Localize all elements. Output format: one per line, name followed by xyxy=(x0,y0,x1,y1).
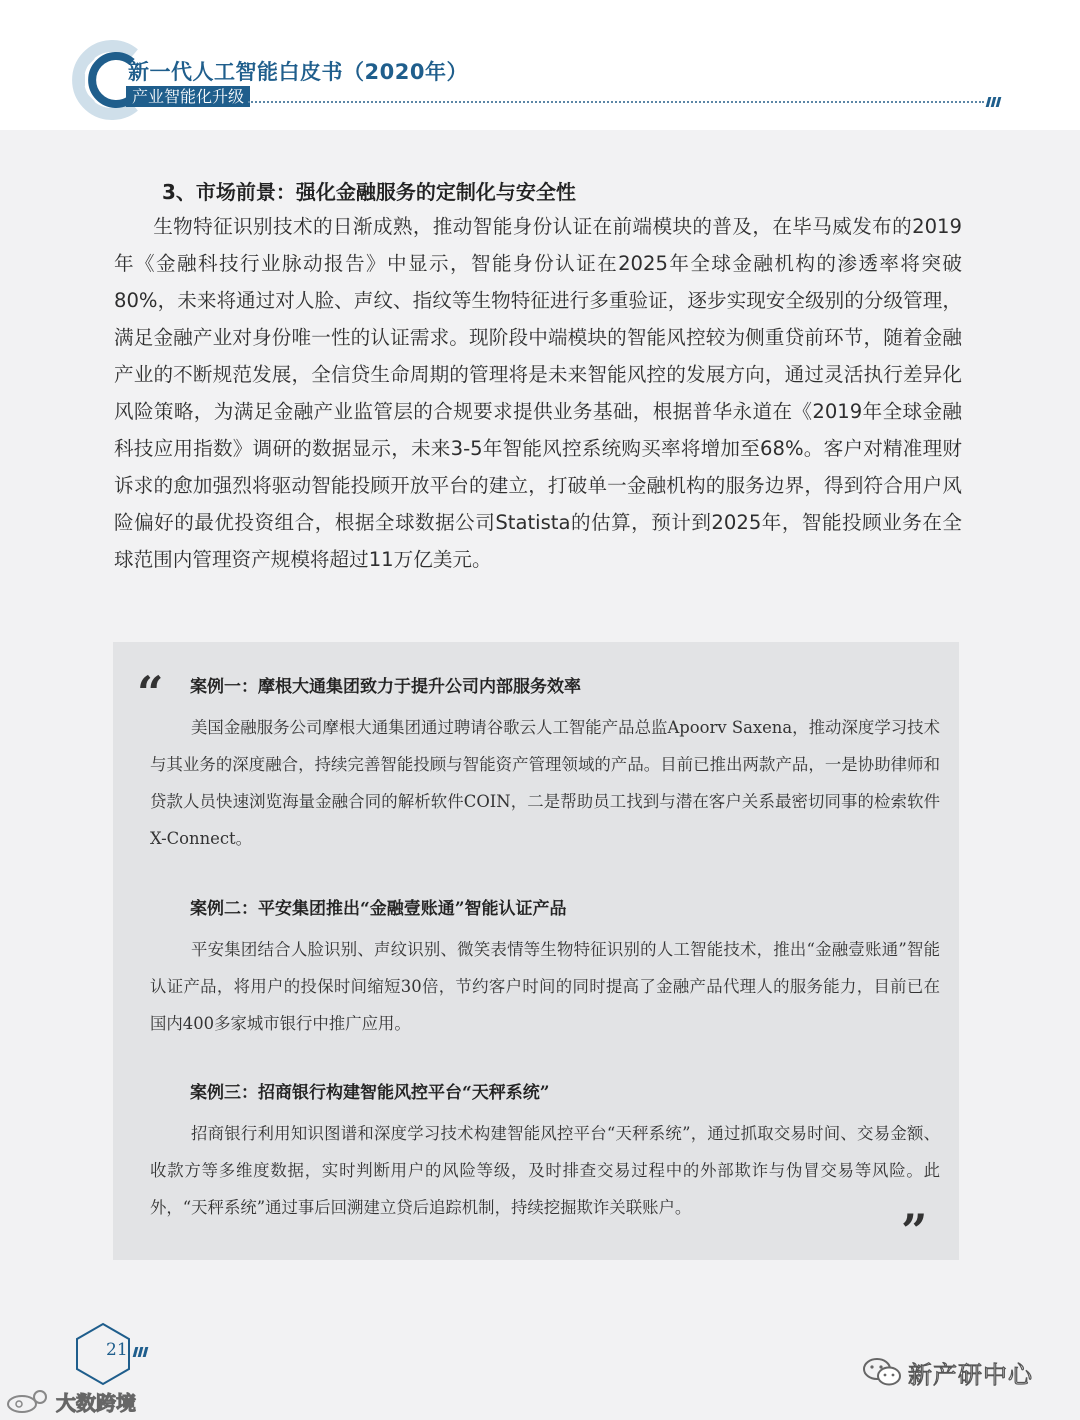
wechat-icon xyxy=(862,1356,902,1388)
case-title: 案例三：招商银行构建智能风控平台“天秤系统” xyxy=(190,1083,550,1103)
chapter-tag: 产业智能化升级 xyxy=(126,86,250,107)
header-divider xyxy=(248,101,984,103)
body-paragraph: 生物特征识别技术的日渐成熟，推动智能身份认证在前端模块的普及，在毕马威发布的2019年《金融科技行业脉动报告》中显示，智能身份认证在2025年全球金融机构的渗透率将突破80%，未来将通过对人脸、声纹、指纹等生物特征进行多重验证，逐步实现安全级别的分级管理，满足金融产业对身份唯一性的认证需求。现阶段中端模块的智能风控较为侧重贷前环节，随着金融产业的不断规范发展，全信贷生命周期的管理将是未来智能风控的发展方向，通过灵活执行差异化风险策略，为满足金融产业监管层的合规要求提供业务基础，根据普华永道在《2019年全球金融科技应用指数》调研的数据显示，未来3-5年智能风控系统购买率将增加至68%。客户对精准理财诉求的愈加强烈将驱动智能投顾开放平台的建立，打破单一金融机构的服务边界，得到符合用户风险偏好的最优投资组合，根据全球数据公司Statista的估算，预计到2025年，智能投顾业务在全球范围内管理资产规模将超过11万亿美元。 xyxy=(114,215,962,571)
stripes-icon xyxy=(134,1347,152,1357)
case-body: 平安集团结合人脸识别、声纹识别、微笑表情等生物特征识别的人工智能技术，推出“金融壹账通”智能认证产品，将用户的投保时间缩短30倍，节约客户时间的同时提高了金融产品代理人的服务能力，目前已在国内400多家城市银行中推广应用。 xyxy=(150,940,940,1033)
watermark-left xyxy=(6,1386,136,1416)
document-title: 新一代人工智能白皮书（2020年） xyxy=(128,60,468,84)
watermark-right xyxy=(862,1352,1033,1392)
case-study-box xyxy=(113,642,959,1260)
watermark-label: 大数跨境 xyxy=(56,1390,136,1415)
stripes-icon xyxy=(987,97,1005,107)
case-title: 案例二：平安集团推出“金融壹账通”智能认证产品 xyxy=(190,899,567,919)
case-body: 美国金融服务公司摩根大通集团通过聘请谷歌云人工智能产品总监Apoorv Saxena，推动深度学习技术与其业务的深度融合，持续完善智能投顾与智能资产管理领域的产品。目前已推出两款产品，一是协助律师和贷款人员快速浏览海量金融合同的解析软件COIN，二是帮助员工找到与潜在客户关系最密切同事的检索软件X-Connect。 xyxy=(150,718,940,848)
close-quote-icon: ” xyxy=(901,1204,928,1258)
case-item xyxy=(150,1078,940,1226)
open-quote-icon: “ xyxy=(137,666,164,720)
section-heading: 3、市场前景：强化金融服务的定制化与安全性 xyxy=(162,180,576,204)
case-body: 招商银行利用知识图谱和深度学习技术构建智能风控平台“天秤系统”，通过抓取交易时间、交易金额、收款方等多维度数据，实时判断用户的风险等级，及时排查交易过程中的外部欺诈与伪冒交易等风险。此外，“天秤系统”通过事后回溯建立贷后追踪机制，持续挖掘欺诈关联账户。 xyxy=(150,1124,940,1217)
case-item xyxy=(150,894,940,1042)
page-number: 21 xyxy=(106,1340,128,1360)
case-title: 案例一：摩根大通集团致力于提升公司内部服务效率 xyxy=(190,677,581,697)
case-item xyxy=(150,672,940,857)
page-header xyxy=(0,0,1080,130)
weibo-icon xyxy=(6,1388,52,1414)
watermark-label: 新产研中心 xyxy=(908,1360,1033,1389)
